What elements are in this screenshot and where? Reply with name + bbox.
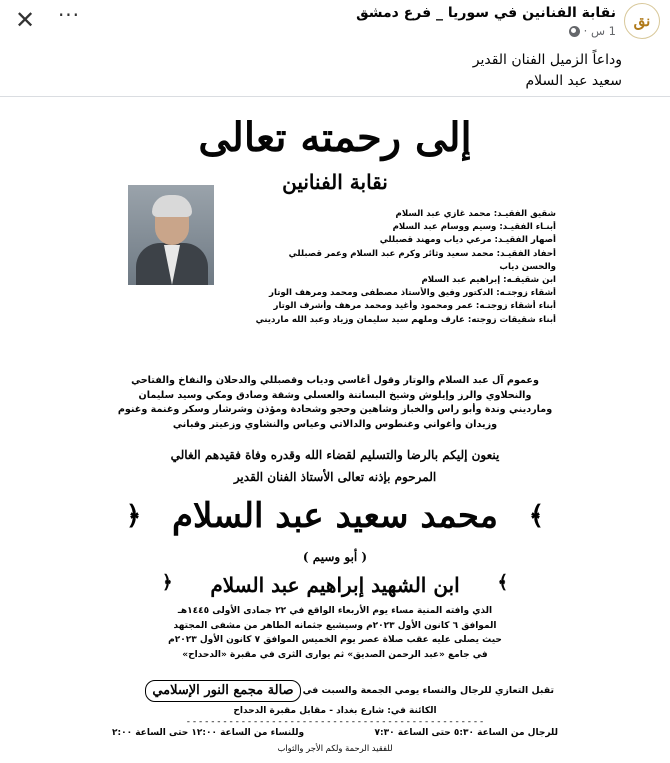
caption-line: وداعاً الزميل الفنان القدير [472,52,622,68]
condolence-times [112,726,558,740]
ornament-icon: ﴿ [126,501,142,531]
deceased-name: محمد سعيد عبد السلام [171,496,499,536]
times-women: وللنساء من الساعة ١٢:٠٠ حتى الساعة ٢:٠٠ [112,728,305,738]
son-of: ابن الشهيد إبراهيم عبد السلام [210,573,460,597]
family-row: أبنـاء الفقيـد: وسيم ووسام عبد السلام [392,222,556,233]
obituary-image[interactable] [108,112,562,763]
deceased-portrait [128,185,214,285]
clans-row: وزيدان وأغواني وغنطوس والدالاتي وعياس والنشاوي وزعيتر وقباني [172,418,498,430]
ornament-icon: ﴿ [162,572,173,593]
family-row: أحفاد الفقيـد: محمد سعيد وثائر وكرم عبد السلام وعمر قصبللي [288,248,556,259]
ornament-icon: ﴾ [497,572,508,593]
late-line: المرحوم بإذنه تعالى الأستاذ الفنان القدير [233,470,437,484]
page-name-link[interactable]: نقابة الفنانين في سوريا _ فرع دمشق [356,5,616,21]
mourn-line: ينعون إليكم بالرضا والتسليم لقضاء الله وقدره وفاة فقيدهم الغالي [170,448,500,462]
clans-row: ومارديني وندة وأبو راس والخباز وشاهين وحجو وشحادة ومؤذن وشرشار وسكر وغنمة وغنوم [117,404,553,416]
times-men: للرجال من الساعة ٥:٣٠ حتى الساعة ٧:٣٠ [374,728,558,738]
family-row: أشقاء زوجتـه: الدكتور وفيق والأستاذ مصطفى ومحمد ومرهف الوتار [269,288,556,299]
obituary-heading: إلى رحمته تعالى [198,114,472,161]
details-row: الذي وافته المنية مساء يوم الأربعاء الواقع في ٢٢ جمادى الأولى ١٤٤٥هـ [177,606,493,616]
divider [0,96,670,97]
family-row: شقيق الفقيـد: محمد غازي عبد السلام [395,209,556,219]
condolence-text: تقبل التعازي للرجال والنساء يومي الجمعة والسبت في [302,685,554,696]
more-options-icon[interactable]: ··· [57,3,81,27]
dashed-divider: - - - - - - - - - - - - - - - - - - - - - - - - - - - - - - - - - - - - - - - - - - - - - - - - - [186,718,484,726]
details-row: حيث يصلى عليه عقب صلاة عصر يوم الخميس الموافق ٧ كانون الأول ٢٠٢٣م [168,635,502,646]
family-row: أبناء شقيقات زوجته: عارف وملهم سيد سليمان وزياد وعبد الله مارديني [255,314,556,325]
post-time[interactable]: 1 س · [583,24,616,38]
family-list [226,208,556,327]
funeral-details [114,604,556,662]
family-row: أصهار الفقيـد: مرعي دياب ومهند قصبللي [379,235,556,246]
details-row: الموافق ٦ كانون الأول ٢٠٢٣م وسيشيع جثمانه الطاهر من مشفى المجتهد [173,620,497,631]
hall-name: صالة مجمع النور الإسلامي [145,680,300,702]
nickname: ( أبو وسيم ) [302,550,368,564]
syndicate-title: نقابة الفنانين [282,170,388,194]
caption-line: سعيد عبد السلام [525,73,622,89]
family-row: ابن شقيقـه: إبراهيم عبد السلام [421,275,556,286]
clans-row: والنحلاوي والرز وإيلوش وشيخ البساتنة والعسلي وشقة وصادق ومكي وسيد سليمان [138,389,532,401]
close-icon[interactable]: ✕ [14,6,36,34]
post-header [0,0,670,40]
ornament-icon: ﴾ [528,501,544,531]
page-avatar[interactable]: نق [624,3,660,39]
globe-icon [569,26,580,37]
condolence-line [116,680,554,702]
details-row: في جامع «عبد الرحمن الصديق» ثم يوارى الثرى في مقبرة «الدحداح» [182,649,488,660]
post-meta [569,24,616,38]
clans-row: وعموم آل عبد السلام والوتار وقول أغاسي ودياب وقصبللي والدحلان والنفاخ والفتاحي [131,375,539,386]
son-of-box [162,568,508,602]
closing-prayer: للفقيد الرحمة ولكم الأجر والثواب [277,743,393,753]
family-row: أبناء أشقاء زوجتـه: عمر ومحمود وأغيد ومحمد مرهف وأشرف الوتار [273,301,556,312]
family-row: والحسن دياب [499,261,556,272]
clans-list [112,374,558,432]
deceased-name-box [122,490,548,542]
post-caption [473,50,622,92]
hall-address: الكائنة في: شارع بغداد - مقابل مقبرة الدحداح [233,706,437,716]
